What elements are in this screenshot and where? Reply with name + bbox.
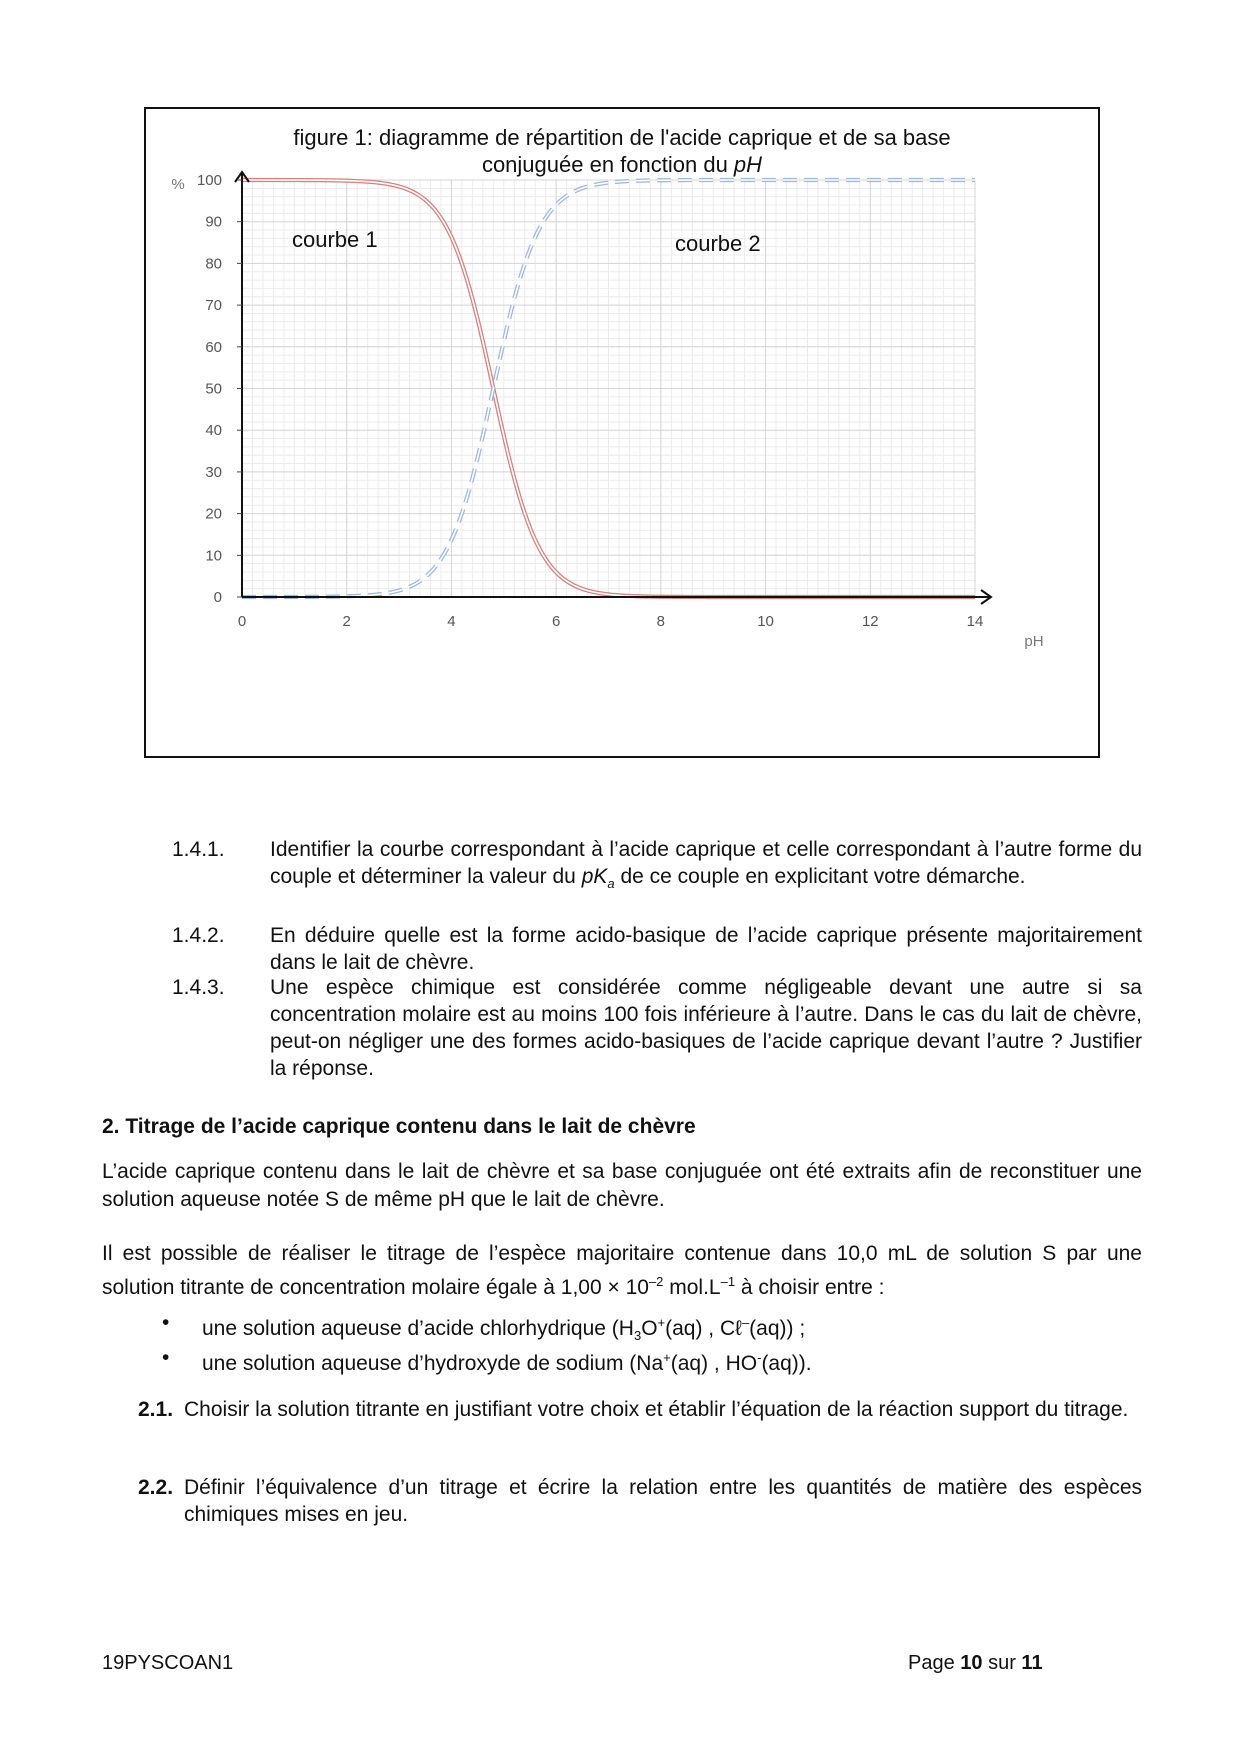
y-tick-label: 0 xyxy=(213,589,222,606)
question-text: Choisir la solution titrante en justifiant votre choix et établir l’équation de la réaction support du titrage. xyxy=(184,1398,1129,1421)
section-2-paragraph-1: L’acide caprique contenu dans le lait de chèvre et sa base conjuguée ont été extraits afin de reconstituer une solution aqueuse notée S de même pH que le lait de chèvre. xyxy=(102,1160,1142,1211)
question-2-2 xyxy=(138,1474,1142,1528)
x-axis-unit: pH xyxy=(1024,633,1044,650)
question-2-1 xyxy=(138,1396,1142,1450)
y-tick-label: 80 xyxy=(205,255,222,273)
question-number: 1.4.1. xyxy=(172,838,225,861)
bullet-text: une solution aqueuse d’acide chlorhydrique ($H_3O^+(aq)$ , Cℓ–(aq)) ; xyxy=(202,1315,806,1344)
question-text: Une espèce chimique est considérée comme négligeable devant une autre si sa concentration molaire est au moins 100 fois inférieure à l’autre. Dans le cas du lait de chèvre, peut-on négliger une des formes acido-basiques de l’acide caprique devant l’autre ? Justifier la réponse. xyxy=(270,976,1142,1080)
y-axis-unit: % xyxy=(171,176,185,193)
section-2-paragraph-2: Il est possible de réaliser le titrage de l’espèce majoritaire contenue dans 10,0 mL de solution S par une solution titrante de concentration molaire égale à $1,00 \times 10^{-2}$ $mol.L^{-1}$ à choisir entre : xyxy=(102,1242,1142,1299)
y-tick-label: 90 xyxy=(205,213,222,231)
x-tick-label: 10 xyxy=(757,613,774,630)
curve-1-label: courbe 1 xyxy=(292,227,378,252)
y-tick-label: 40 xyxy=(205,422,222,440)
y-tick-label: 100 xyxy=(196,172,222,189)
footer-page-number: Page 10 sur 11 xyxy=(908,1652,1043,1674)
x-tick-label: 0 xyxy=(237,613,247,630)
figure-1-box xyxy=(144,107,1100,758)
x-tick-label: 12 xyxy=(861,613,879,630)
y-tick-label: 20 xyxy=(205,505,222,523)
distribution-chart xyxy=(146,109,1098,756)
y-tick-label: 50 xyxy=(205,380,222,398)
chart-title-line1: figure 1: diagramme de répartition de l'acide caprique et de sa base xyxy=(293,125,951,150)
question-number: 1.4.3. xyxy=(172,976,225,999)
x-tick-label: 2 xyxy=(342,613,351,630)
question-number: 2.1. xyxy=(138,1398,174,1421)
y-tick-label: 60 xyxy=(205,338,222,356)
question-1-4-3 xyxy=(172,974,1142,1082)
x-tick-label: 6 xyxy=(551,613,561,630)
x-tick-label: 4 xyxy=(447,613,456,630)
question-1-4-2 xyxy=(172,922,1142,976)
question-number: 2.2. xyxy=(138,1476,174,1499)
bullet-text: une solution aqueuse d’hydroxyde de sodium (Na+(aq) , HO-(aq)). xyxy=(202,1350,812,1375)
footer-document-code: 19PYSCOAN1 xyxy=(102,1652,234,1674)
question-1-4-1 xyxy=(172,836,1142,918)
question-text: En déduire quelle est la forme acido-basique de l’acide caprique présente majoritairement dans le lait de chèvre. xyxy=(270,924,1142,974)
question-text: Définir l’équivalence d’un titrage et écrire la relation entre les quantités de matière des espèces chimiques mises en jeu. xyxy=(184,1476,1142,1526)
bullet-dot: • xyxy=(162,1311,170,1334)
y-tick-label: 10 xyxy=(205,547,222,565)
question-number: 1.4.2. xyxy=(172,924,225,947)
x-tick-label: 14 xyxy=(966,613,984,630)
bullet-dot: • xyxy=(162,1346,170,1369)
curve-2-label: courbe 2 xyxy=(675,231,761,256)
y-tick-label: 70 xyxy=(205,297,222,315)
question-text: Identifier la courbe correspondant à l’acide caprique et celle correspondant à l’autre forme du couple et déterminer la valeur du $pK_a$ de ce couple en explicitant votre démarche. xyxy=(270,838,1142,892)
chart-title-line2: conjuguée en fonction du pH xyxy=(481,152,763,177)
y-tick-label: 30 xyxy=(205,463,222,481)
x-tick-label: 8 xyxy=(656,613,666,630)
section-2-title: 2. Titrage de l’acide caprique contenu dans le lait de chèvre xyxy=(102,1115,696,1138)
